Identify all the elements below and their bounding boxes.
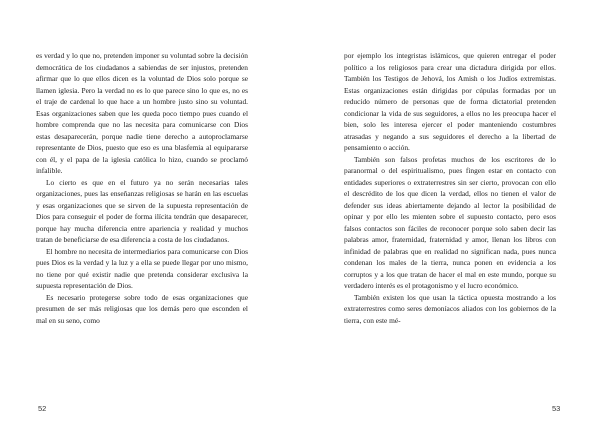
left-paragraph-3: El hombre no necesita de intermediarios para comunicarse con Dios pues Dios es la verdad y la luz y a ella se puede llegar por uno mismo, no tiene por qué existir nadie que pretenda considerar exclusiva la supuesta representación de Dios. xyxy=(36,246,248,290)
left-paragraph-2: Lo cierto es que en el futuro ya no serán necesarias tales organizaciones, pues las enseñanzas religiosas se harán en las escuelas y esas organizaciones que se sirven de la supuesta representación de Dios para conseguir el poder de forma ilícita tendrán que desaparecer, porque hay mucha diferencia entre apariencia y realidad y muchos tratan de beneficiarse de esa diferencia a costa de los ciudadanos. xyxy=(36,177,248,244)
right-page-number: 53 xyxy=(552,404,561,413)
right-paragraph-2: También son falsos profetas muchos de los escritores de lo paranormal o del espiritualismo, pues fingen estar en contacto con entidades superiores o extraterrestres sin ser cierto, provocan con ello el descrédito de los que dicen la verdad, ellos no tienen el valor de defender sus ideas abiertamente dejando al lector la posibilidad de opinar y por ello les mienten sobre el supuesto contacto, pero esos falsos contactos son fáciles de reconocer porque solo saben decir las palabras amor, fraternidad, fraternidad y amor, llenan los libros con infinidad de palabras que en realidad no significan nada, pues nunca condenan los males de la tierra, nunca ponen en evidencia a los corruptos y a los que tratan de hacer el mal en este mundo, porque su verdadero interés es el protagonismo y el lucro económico. xyxy=(344,154,556,290)
right-page xyxy=(344,50,556,326)
left-page-number: 52 xyxy=(38,404,47,413)
right-paragraph-3: También existen los que usan la táctica opuesta mostrando a los extraterrestres como seres demoníacos aliados con los gobiernos de la tierra, con este mé- xyxy=(344,292,556,325)
left-page xyxy=(36,50,248,326)
left-paragraph-1: es verdad y lo que no, pretenden imponer su voluntad sobre la decisión democrática de los ciudadanos a sabiendas de ser injustos, pretenden afirmar que lo que ellos dicen es la voluntad de Dios solo porque se llamen iglesia. Pero la verdad no es lo que parece sino lo que es, no es el traje de cardenal lo que hace a un hombre justo sino su voluntad. Esas organizaciones saben que les queda poco tiempo pues cuando el hombre comprenda que no las necesita para comunicarse con Dios estas desaparecerán, porque nadie tiene derecho a autoproclamarse representante de Dios, puesto que eso es una blasfemia al equipararse con él, y el papa de la iglesia católica lo hizo, cuando se proclamó infalible. xyxy=(36,51,248,175)
right-paragraph-1: por ejemplo los integristas islámicos, que quieren entregar el poder político a los religiosos para crear una dictadura dirigida por ellos. También los Testigos de Jehová, los Amish o los Judíos extremistas. Estas organizaciones están dirigidas por cúpulas formadas por un reducido número de personas que de forma dictatorial pretenden condicionar la vida de sus seguidores, a ellos no les preocupa hacer el bien, solo les interesa ejercer el poder manteniendo costumbres atrasadas y negando a sus seguidores el derecho a la libertad de pensamiento o acción. xyxy=(344,51,556,152)
left-paragraph-4: Es necesario protegerse sobre todo de esas organizaciones que presumen de ser más religiosas que los demás pero que esconden el mal en su seno, como xyxy=(36,292,248,325)
